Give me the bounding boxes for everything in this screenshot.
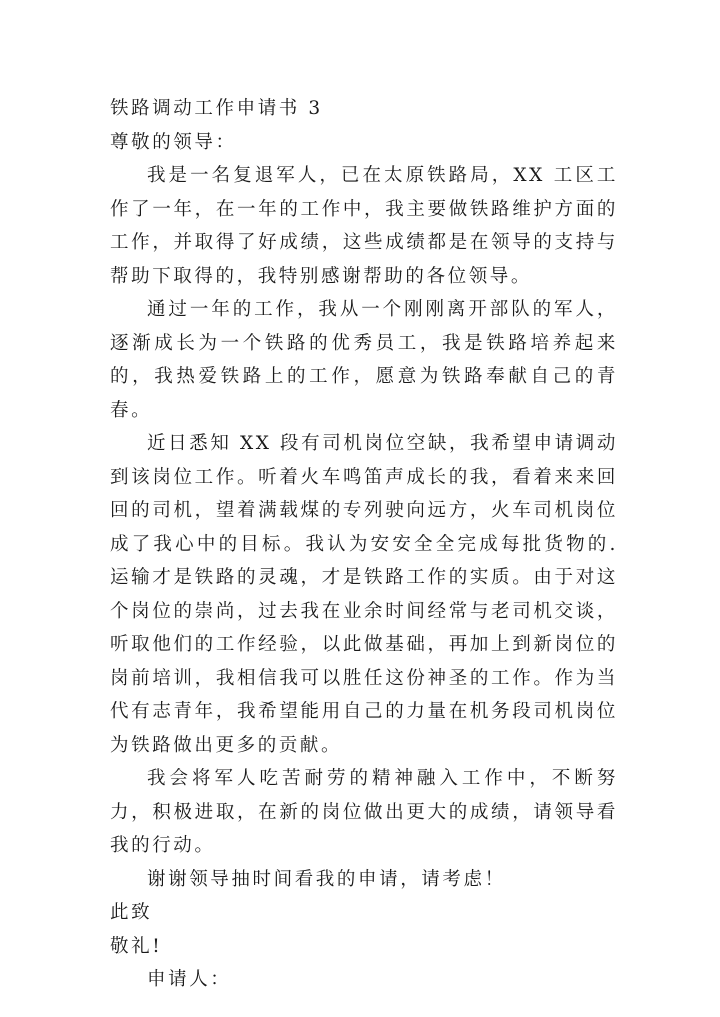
paragraph-growth: 通过一年的工作，我从一个刚刚离开部队的军人，逐渐成长为一个铁路的优秀员工，我是铁路培养起来的，我热爱铁路上的工作，愿意为铁路奉献自己的青春。 xyxy=(110,299,618,421)
paragraph-request: 近日悉知 XX 段有司机岗位空缺，我希望申请调动到该岗位工作。听着火车鸣笛声成长的我，看着来来回回的司机，望着满载煤的专列驶向远方，火车司机岗位成了我心中的目标。我认为安安全全完成每批货物的.运输才是铁路的灵魂，才是铁路工作的实质。由于对这个岗位的崇尚，过去我在业余时间经常与老司机交谈，听取他们的工作经验，以此做基础，再加上到新岗位的岗前培训，我相信我可以胜任这份神圣的工作。作为当代有志青年，我希望能用自己的力量在机务段司机岗位为铁路做出更多的贡献。 xyxy=(110,433,618,756)
paragraph-commitment: 我会将军人吃苦耐劳的精神融入工作中，不断努力，积极进取，在新的岗位做出更大的成绩，请领导看我的行动。 xyxy=(110,768,618,856)
applicant-label: 申请人： xyxy=(147,969,232,990)
closing-cizhi: 此致 xyxy=(110,902,153,923)
paragraph-thanks: 谢谢领导抽时间看我的申请，请考虑！ xyxy=(147,868,506,890)
salutation: 尊敬的领导： xyxy=(110,131,237,153)
closing-jingli: 敬礼! xyxy=(110,935,163,957)
letter-body xyxy=(110,92,618,997)
paragraph-intro: 我是一名复退军人，已在太原铁路局，XX 工区工作了一年，在一年的工作中，我主要做铁路维护方面的工作，并取得了好成绩，这些成绩都是在领导的支持与帮助下取得的，我特别感谢帮助的各位领导。 xyxy=(110,165,618,287)
document-title: 铁路调动工作申请书 3 xyxy=(110,98,323,119)
